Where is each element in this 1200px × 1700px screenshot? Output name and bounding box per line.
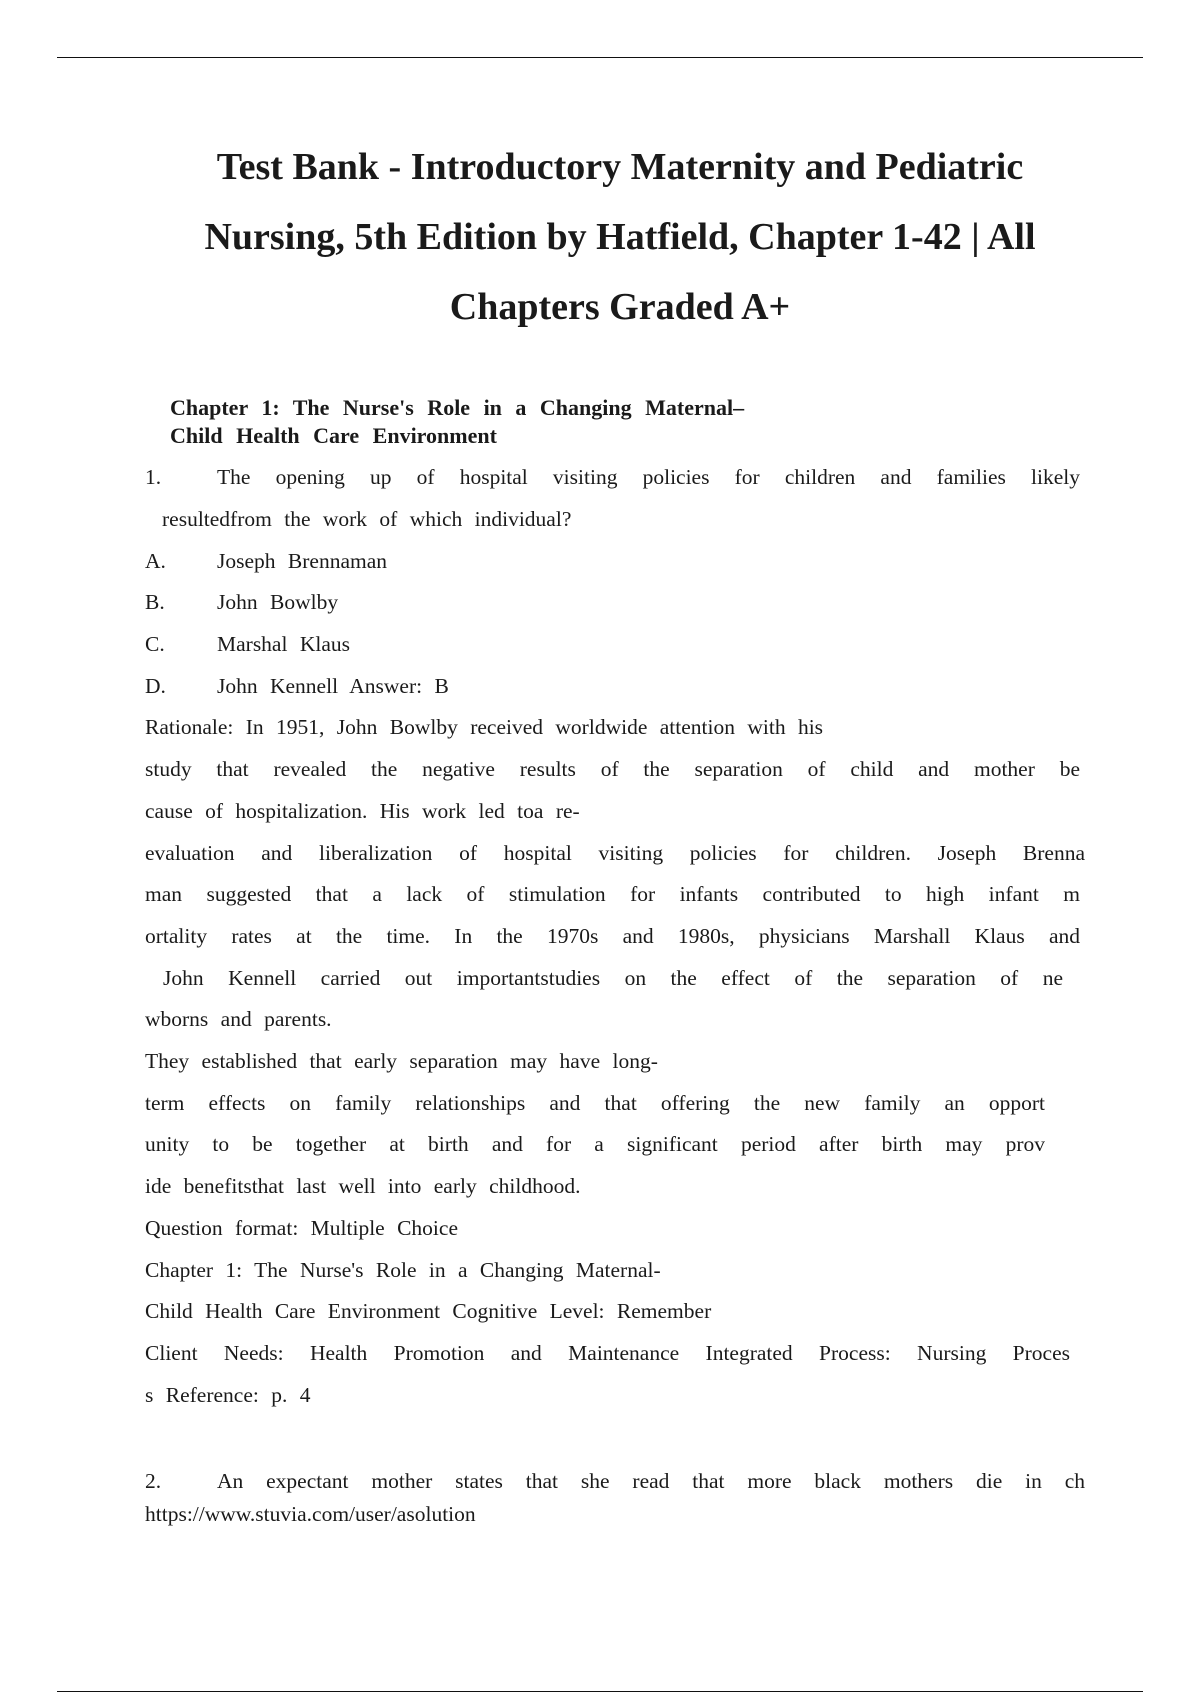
question-2-number: 2. (145, 1469, 162, 1493)
title-line-3: Chapters Graded A+ (449, 286, 791, 328)
question-2-stem-text-1: An expectant mother states that she read that more black mothers die in ch (217, 1469, 1085, 1493)
option-a-text: Joseph Brennaman (217, 549, 388, 573)
option-d-text: John Kennell Answer: B (217, 674, 449, 698)
option-a-letter: A. (145, 549, 166, 573)
meta-chapter-line-2: Child Health Care Environment Cognitive Level: Remember (145, 1299, 712, 1323)
rationale-line-2: study that revealed the negative results of the separation of child and mother be (145, 757, 1080, 781)
rationale-line-5: man suggested that a lack of stimulation for infants contributed to high infant m (145, 882, 1080, 906)
meta-chapter-line-1: Chapter 1: The Nurse's Role in a Changing Maternal- (145, 1258, 661, 1282)
question-1-stem-line-2: resultedfrom the work of which individual? (162, 507, 572, 531)
option-c-letter: C. (145, 632, 165, 656)
rationale-line-11: unity to be together at birth and for a significant period after birth may prov (145, 1132, 1045, 1156)
rationale-line-3: cause of hospitalization. His work led toa re- (145, 799, 580, 823)
question-2-stem-line-1 (145, 1467, 1085, 1495)
rationale-line-10: term effects on family relationships and that offering the new family an opport (145, 1091, 1045, 1115)
bottom-rule (57, 1691, 1143, 1692)
rationale-line-4: evaluation and liberalization of hospital visiting policies for children. Joseph Brenna (145, 841, 1085, 865)
title-line-1: Test Bank - Introductory Maternity and Pediatric (216, 146, 1024, 188)
option-c (145, 630, 350, 658)
rationale-line-8: wborns and parents. (145, 1007, 332, 1031)
option-c-text: Marshal Klaus (217, 632, 350, 656)
document-title (130, 132, 1110, 342)
client-needs-line: Client Needs: Health Promotion and Maintenance Integrated Process: Nursing Proces (145, 1341, 1070, 1365)
question-1-stem-line-1 (145, 463, 1080, 491)
title-line-2: Nursing, 5th Edition by Hatfield, Chapter 1-42 | All (204, 216, 1036, 258)
rationale-line-1: Rationale: In 1951, John Bowlby received worldwide attention with his (145, 715, 824, 739)
chapter-heading (170, 394, 830, 450)
option-b-text: John Bowlby (217, 590, 339, 614)
rationale-line-12: ide benefitsthat last well into early childhood. (145, 1174, 581, 1198)
rationale-line-9: They established that early separation may have long- (145, 1049, 658, 1073)
option-d-letter: D. (145, 674, 166, 698)
option-d (145, 672, 449, 700)
rationale-line-6: ortality rates at the time. In the 1970s and 1980s, physicians Marshall Klaus and (145, 924, 1080, 948)
rationale-line-7: John Kennell carried out importantstudies on the effect of the separation of ne (163, 966, 1063, 990)
option-a (145, 547, 387, 575)
chapter-heading-line-1: Chapter 1: The Nurse's Role in a Changing Maternal– (170, 395, 745, 420)
question-format: Question format: Multiple Choice (145, 1216, 458, 1240)
top-rule (57, 57, 1143, 58)
footer-url[interactable]: https://www.stuvia.com/user/asolution (145, 1502, 476, 1526)
question-1-number: 1. (145, 465, 162, 489)
option-b (145, 588, 338, 616)
reference-line: s Reference: p. 4 (145, 1383, 311, 1407)
option-b-letter: B. (145, 590, 165, 614)
chapter-heading-line-2: Child Health Care Environment (170, 423, 497, 448)
question-1-stem-text-1: The opening up of hospital visiting policies for children and families likely (217, 465, 1080, 489)
